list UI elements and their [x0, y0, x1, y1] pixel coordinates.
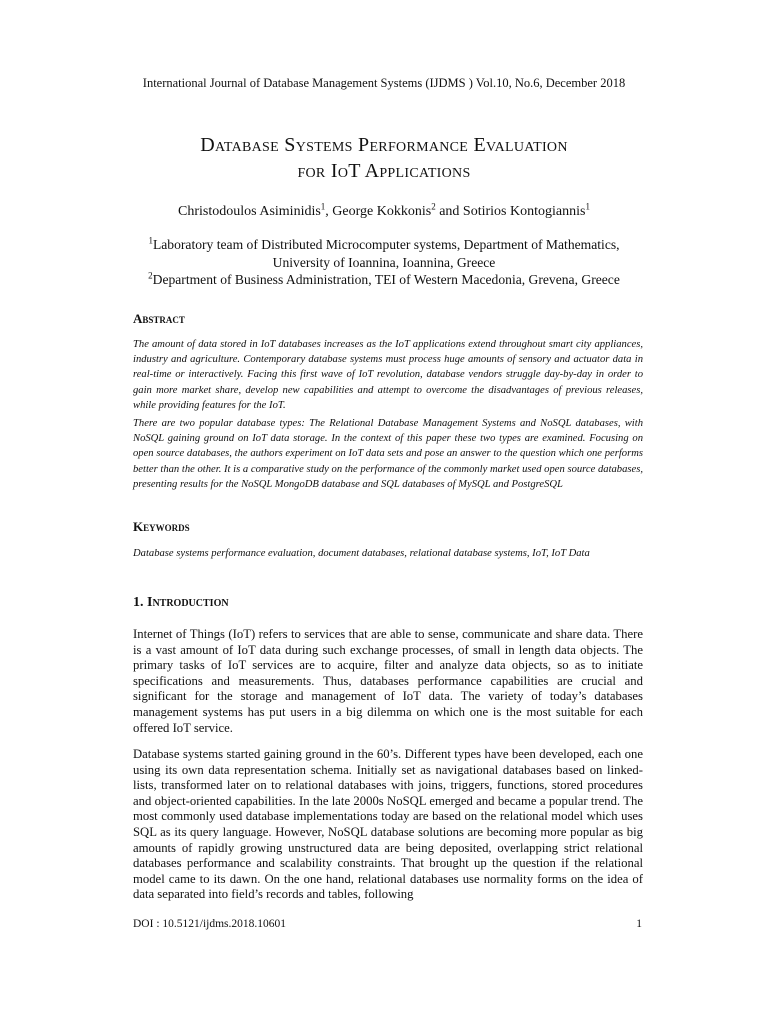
affiliation-superscript: 2 [148, 270, 153, 281]
abstract-paragraph-1: The amount of data stored in IoT databases increases as the IoT applications extend throughout smart city appliances, industry and agriculture. Contemporary database systems must process huge amounts of sensory and actuator data in real-time or interactively. Facing this first wave of IoT revolution, database vendors struggle day-by-day in order to gain more market share, develop new capabilities and attempt to overcome the disadvantages of previous releases, while providing features for the IoT. [133, 339, 643, 411]
author-name: Sotirios Kontogiannis [462, 204, 586, 219]
introduction-heading: 1. Introduction [133, 595, 229, 610]
affiliation-superscript: 1 [148, 235, 153, 246]
author-superscript: 1 [585, 201, 590, 212]
author-superscript: 2 [431, 201, 436, 212]
author-list [60, 203, 708, 221]
running-header: International Journal of Database Management Systems (IJDMS ) Vol.10, No.6, December 2018 [142, 76, 626, 90]
introduction-paragraph-1: Internet of Things (IoT) refers to services that are able to sense, communicate and share data. There is a vast amount of IoT data during such exchange processes, of small in length data objects. The primary tasks of IoT services are to acquire, filter and analyze data objects, so as to initiate specifications and measurements. Thus, databases performance capabilities are crucial and significant for the storage and management of IoT data. The variety of today’s databases management systems has put users in a big dilemma on which one is the most suitable for each offered IoT service. [133, 627, 643, 735]
affiliation-1-line-2: University of Ioannina, Ioannina, Greece [272, 254, 496, 270]
paper-title [60, 132, 708, 184]
introduction-paragraph-2: Database systems started gaining ground in the 60’s. Different types have been developed, each one using its own data representation schema. Initially set as navigational databases based on linked-lists, transformed later on to relational databases with joins, triggers, functions, stored procedures and object-oriented capabilities. In the late 2000s NoSQL emerged and became a popular trend. The most commonly used database implementations today are based on the relational model which uses SQL as its query language. However, NoSQL database solutions are becoming more popular as big amounts of rapidly growing unstructured data are being deposited, overlapping strict relational databases performance and scalability constraints. That brought up the question if the relational model came to its dawn. On the one hand, relational databases use normality forms on the idea of data separated into field’s records and tables, following [133, 747, 643, 902]
title-line-2: for IoT Applications [297, 160, 471, 182]
title-line-1: Database Systems Performance Evaluation [200, 134, 568, 156]
keywords-heading: Keywords [133, 519, 190, 534]
page-number: 1 [636, 918, 642, 930]
author-superscript: 1 [320, 201, 326, 212]
author-name: Christodoulos Asiminidis [178, 204, 321, 219]
affiliation-2 [40, 271, 728, 289]
keywords-text: Database systems performance evaluation, document databases, relational database systems, IoT, IoT Data [133, 548, 590, 559]
author-separator: and [435, 204, 463, 219]
author-separator: , [325, 204, 333, 219]
abstract-heading: Abstract [133, 311, 185, 326]
abstract-paragraph-2: There are two popular database types: The Relational Database Management Systems and NoSQL databases, with NoSQL gaining ground on IoT data storage. In the context of this paper these two types are examined. Focusing on open source databases, the authors experiment on IoT data sets and pose an answer to the question which one performs better than the other. It is a comparative study on the performance of the commonly market used open source databases, presenting results for the NoSQL MongoDB database and SQL databases of MySQL and PostgreSQL [133, 418, 643, 490]
affiliation-text: Laboratory team of Distributed Microcomputer systems, Department of Mathematics, [152, 237, 620, 252]
author-name: George Kokkonis [332, 204, 432, 219]
affiliation-1-line-1 [40, 236, 728, 254]
affiliations [40, 236, 728, 289]
footer-doi: DOI : 10.5121/ijdms.2018.10601 [133, 918, 287, 930]
affiliation-text: Department of Business Administration, TEI of Western Macedonia, Grevena, Greece [152, 272, 620, 287]
